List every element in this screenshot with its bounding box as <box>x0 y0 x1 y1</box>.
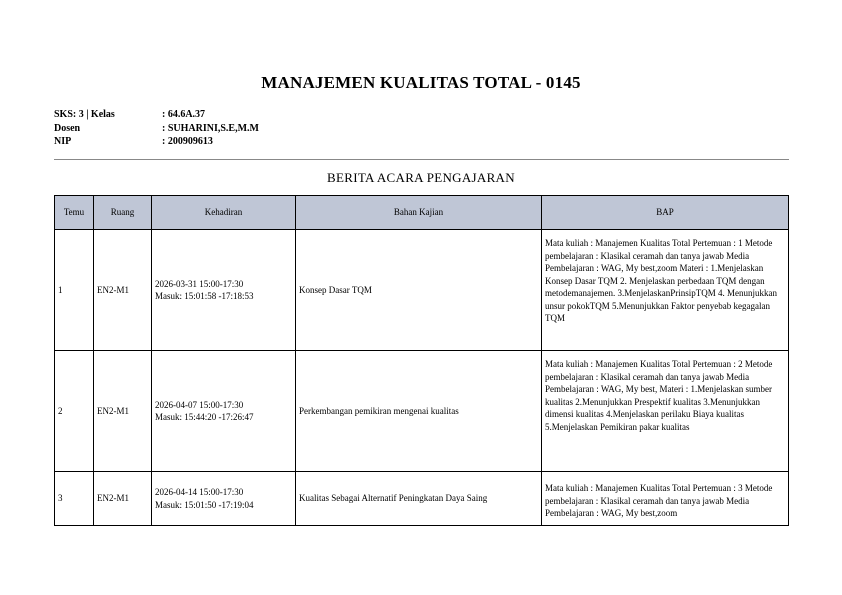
section-title: BERITA ACARA PENGAJARAN <box>327 170 515 185</box>
header-bap: BAP <box>542 196 789 230</box>
cell-ruang: EN2-M1 <box>94 230 152 351</box>
cell-bahan-kajian: Perkembangan pemikiran mengenai kualitas <box>296 351 542 472</box>
meta-sks-value: : 64.6A.37 <box>162 109 206 120</box>
kehadiran-masuk: Masuk: 15:44:20 -17:26:47 <box>155 412 254 422</box>
cell-bap: Mata kuliah : Manajemen Kualitas Total Pertemuan : 2 Metode pembelajaran : Klasikal ceramah dan tanya jawab Media Pembelajaran : WAG, My best, Materi : 1.Menjelaskan sumber kualitas 2.Menunjukkan Prespektif kualitas 3.Menunjukkan dimensi kualitas 4.Menjelaskan perilaku Biaya kualitas 5.Menjelaskan Pemikiran pakar kualitas <box>542 351 789 472</box>
header-bahan-kajian: Bahan Kajian <box>296 196 542 230</box>
cell-temu: 2 <box>55 351 94 472</box>
cell-kehadiran <box>152 351 296 472</box>
kehadiran-jadwal: 2026-04-14 15:00-17:30 <box>155 487 244 497</box>
table-header-row <box>55 196 789 230</box>
meta-nip-label: NIP <box>54 136 72 147</box>
table-row <box>55 472 789 526</box>
header-divider <box>54 159 789 160</box>
meta-dosen-row <box>54 122 259 136</box>
kehadiran-masuk: Masuk: 15:01:50 -17:19:04 <box>155 499 254 510</box>
cell-bap: Mata kuliah : Manajemen Kualitas Total Pertemuan : 3 Metode pembelajaran : Klasikal ceramah dan tanya jawab Media Pembelajaran : WAG, My best,zoom <box>542 472 789 526</box>
table-row <box>55 351 789 472</box>
meta-nip-row <box>54 135 259 149</box>
kehadiran-jadwal: 2026-04-07 15:00-17:30 <box>155 399 244 410</box>
kehadiran-jadwal: 2026-03-31 15:00-17:30 <box>155 278 244 289</box>
cell-kehadiran <box>152 230 296 351</box>
cell-temu: 3 <box>55 472 94 526</box>
meta-sks-row <box>54 108 259 122</box>
bap-table <box>54 195 789 526</box>
cell-ruang: EN2-M1 <box>94 472 152 526</box>
meta-sks-label: SKS: 3 | Kelas <box>54 109 115 120</box>
meta-dosen-label: Dosen <box>54 122 81 134</box>
page-title: MANAJEMEN KUALITAS TOTAL - 0145 <box>261 73 581 92</box>
cell-bap: Mata kuliah : Manajemen Kualitas Total Pertemuan : 1 Metode pembelajaran : Klasikal ceramah dan tanya jawab Media Pembelajaran : WAG, My best,zoom Materi : 1.Menjelaskan Konsep Dasar TQM 2. Menjelaskan perbedaan TQM dengan metodemanajemen. 3.MenjelaskanPrinsipTQM 4. Menunjukkan unsur pokokTQM 5.Menunjukkan Faktor penyebab kegagalan TQM <box>542 230 789 351</box>
course-meta <box>54 108 259 149</box>
cell-kehadiran <box>152 472 296 526</box>
meta-dosen-value: : SUHARINI,S.E,M.M <box>162 122 259 134</box>
cell-bahan-kajian: Konsep Dasar TQM <box>296 230 542 351</box>
cell-temu: 1 <box>55 230 94 351</box>
header-ruang: Ruang <box>94 196 152 230</box>
header-temu: Temu <box>55 196 94 230</box>
cell-ruang: EN2-M1 <box>94 351 152 472</box>
kehadiran-masuk: Masuk: 15:01:58 -17:18:53 <box>155 291 254 301</box>
header-kehadiran: Kehadiran <box>152 196 296 230</box>
table-row <box>55 230 789 351</box>
meta-nip-value: : 200909613 <box>162 136 213 147</box>
cell-bahan-kajian: Kualitas Sebagai Alternatif Peningkatan Daya Saing <box>296 472 542 526</box>
